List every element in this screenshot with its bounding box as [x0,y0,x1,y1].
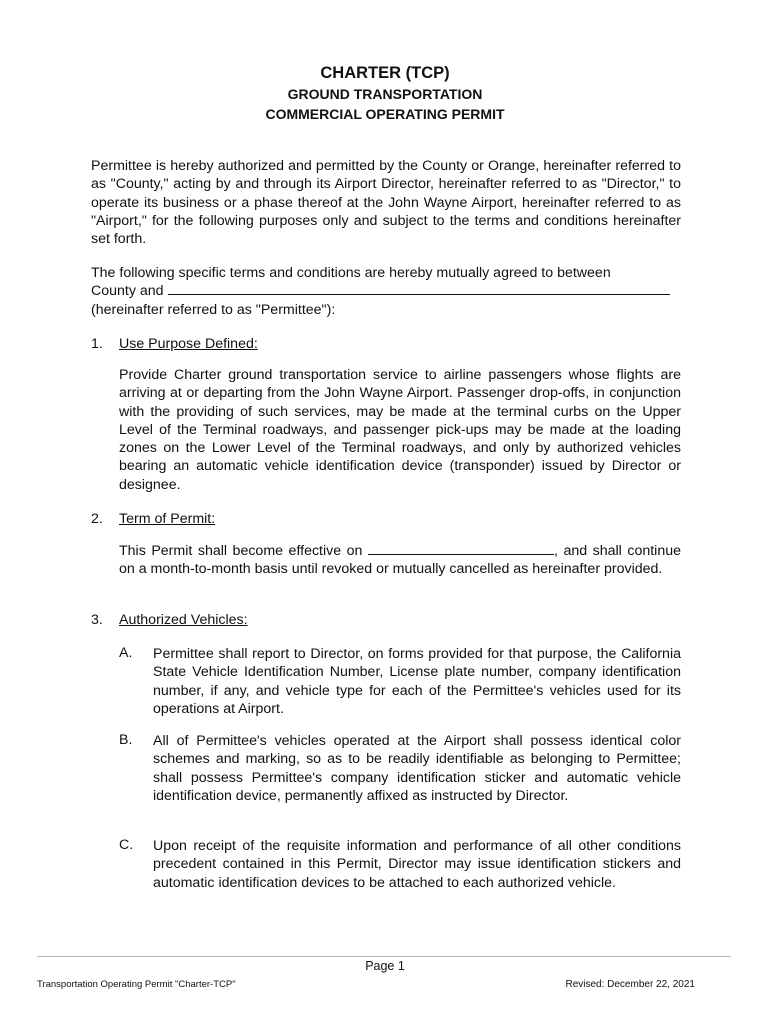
page-number: Page 1 [365,959,405,973]
county-label: County and [91,283,164,300]
item-a-letter: A. [119,645,133,661]
document-title: CHARTER (TCP) [320,64,450,82]
section-1-heading: Use Purpose Defined: [119,336,258,352]
intro-paragraph: Permittee is hereby authorized and permitted by the County or Orange, hereinafter referred to as "County," acting by and through its Airport Director, hereinafter referred to as "Director," to operate its business or a phase thereof at the John Wayne Airport, hereinafter referred to as "Airport," for the following purposes only and subject to the terms and conditions hereinafter set forth. [91,158,681,248]
section-1-number: 1. [91,336,103,352]
section-2-number: 2. [91,511,103,527]
item-a-text: Permittee shall report to Director, on forms provided for that purpose, the California State Vehicle Identification Number, License plate number, company identification number, if any, and vehicle type for each of the Permittee's vehicles used for its operations at Airport. [153,646,681,717]
footer-revised-date: Revised: December 22, 2021 [565,979,695,990]
document-subtitle: GROUND TRANSPORTATION [287,86,483,102]
item-c-letter: C. [119,837,134,853]
permittee-note: (hereinafter referred to as "Permittee"): [91,301,336,318]
item-b-letter: B. [119,732,133,748]
section-3-number: 3. [91,612,103,628]
terms-line: The following specific terms and conditions are hereby mutually agreed to between [91,265,611,281]
effective-date-blank[interactable] [368,542,554,555]
term-continuation-text: , and shall continue on a month-to-month basis until revoked or mutually cancelled as hereinafter provided. [119,543,681,578]
terms-paragraph [91,264,681,319]
section-2-heading: Term of Permit: [119,511,216,527]
item-c-text: Upon receipt of the requisite information and performance of all other conditions precedent contained in this Permit, Director may issue identification stickers and automatic identification devices to be attached to each authorized vehicle. [153,838,681,891]
footer-divider [37,956,731,957]
section-1-body: Provide Charter ground transportation service to airline passengers whose flights are arriving at or departing from the John Wayne Airport. Passenger drop-offs, in conjunction with the providing of such services, may be made at the terminal curbs on the Upper Level of the Terminal roadways, and passenger pick-ups may be made at the loading zones on the Lower Level of the Terminal roadways, and only by authorized vehicles bearing an automatic vehicle identification device (transponder) issued by Director or designee. [119,367,681,493]
section-2-body [119,542,681,579]
permittee-name-blank[interactable] [168,282,670,295]
item-b-text: All of Permittee's vehicles operated at the Airport shall possess identical color schemes and marking, so as to be readily identifiable as belonging to Permittee; shall possess Permittee's company identification sticker and automatic vehicle identification device, permanently affixed as instructed by Director. [153,733,681,804]
footer-document-name: Transportation Operating Permit "Charter-TCP" [37,979,236,990]
effective-date-text: This Permit shall become effective on [119,543,363,559]
section-3-heading: Authorized Vehicles: [119,612,248,628]
document-subtitle-2: COMMERCIAL OPERATING PERMIT [265,106,505,122]
